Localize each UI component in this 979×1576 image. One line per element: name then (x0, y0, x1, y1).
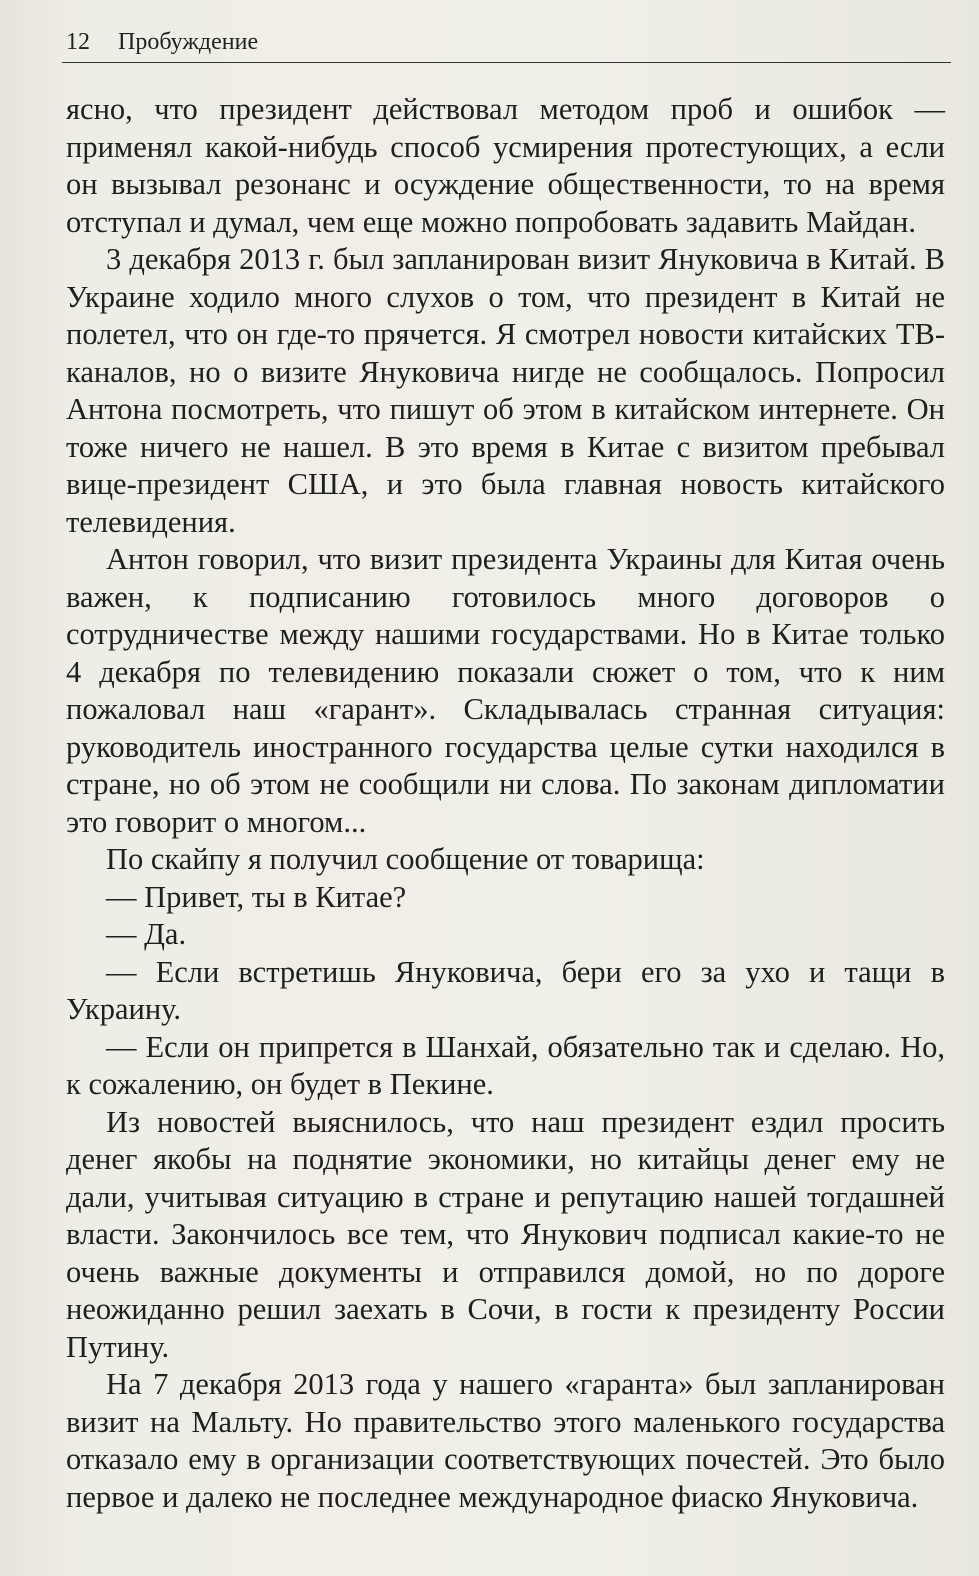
paragraph-9: Из новостей выяснилось, что наш президент ездил просить денег якобы на поднятие экономики, но китайцы денег ему не дали, учитывая ситуацию в стране и репутацию нашей тогдашней власти. Закончилось все тем, что Янукович подписал какие-то не очень важные документы и отправился домой, но по дороге неожиданно решил заехать в Сочи, в гости к президенту России Путину. (66, 1104, 945, 1364)
paragraph-4: По скайпу я получил сообщение от товарища: (106, 842, 705, 876)
page-number: 12 (66, 29, 90, 55)
paragraph-10: На 7 декабря 2013 года у нашего «гаранта» был запланирован визит на Мальту. Но правительство этого маленького государства отказало ему в организации соответствующих почестей. Это было первое и далеко не последнее международное фиаско Януковича. (66, 1367, 945, 1514)
dialogue-line-2: — Да. (106, 917, 187, 951)
body-text (66, 91, 945, 1516)
dialogue-line-4: — Если он припрется в Шанхай, обязательно так и сделаю. Но, к сожалению, он будет в Пекине. (66, 1029, 945, 1101)
header-rule (62, 62, 951, 63)
running-head (66, 24, 945, 60)
paragraph-3: Антон говорил, что визит президента Украины для Китая очень важен, к подписанию готовилось много договоров о сотрудничестве между нашими государствами. Но в Китае только 4 декабря по телевидению показали сюжет о том, что к ним пожаловал наш «гарант». Складывалась странная ситуация: руководитель иностранного государства целые сутки находился в стране, но об этом не сообщили ни слова. По законам дипломатии это говорит о многом... (66, 542, 945, 839)
paragraph-2: 3 декабря 2013 г. был запланирован визит Януковича в Китай. В Украине ходило много слухов о том, что президент в Китай не полетел, что он где-то прячется. Я смотрел новости китайских ТВ-каналов, но о визите Януковича нигде не сообщалось. Попросил Антона посмотреть, что пишут об этом в китайском интернете. Он тоже ничего не нашел. В это время в Китае с визитом пребывал вице-президент США, и это была главная новость китайского телевидения. (66, 242, 945, 539)
dialogue-line-3: — Если встретишь Януковича, бери его за ухо и тащи в Украину. (66, 954, 945, 1026)
dialogue-line-1: — Привет, ты в Китае? (106, 879, 407, 914)
section-title: Пробуждение (118, 29, 259, 55)
paragraph-1: ясно, что президент действовал методом проб и ошибок — применял какой-нибудь способ усмирения протестующих, а если он вызывал резонанс и осуждение общественности, то на время отступал и думал, чем еще можно попробовать задавить Майдан. (66, 92, 945, 239)
